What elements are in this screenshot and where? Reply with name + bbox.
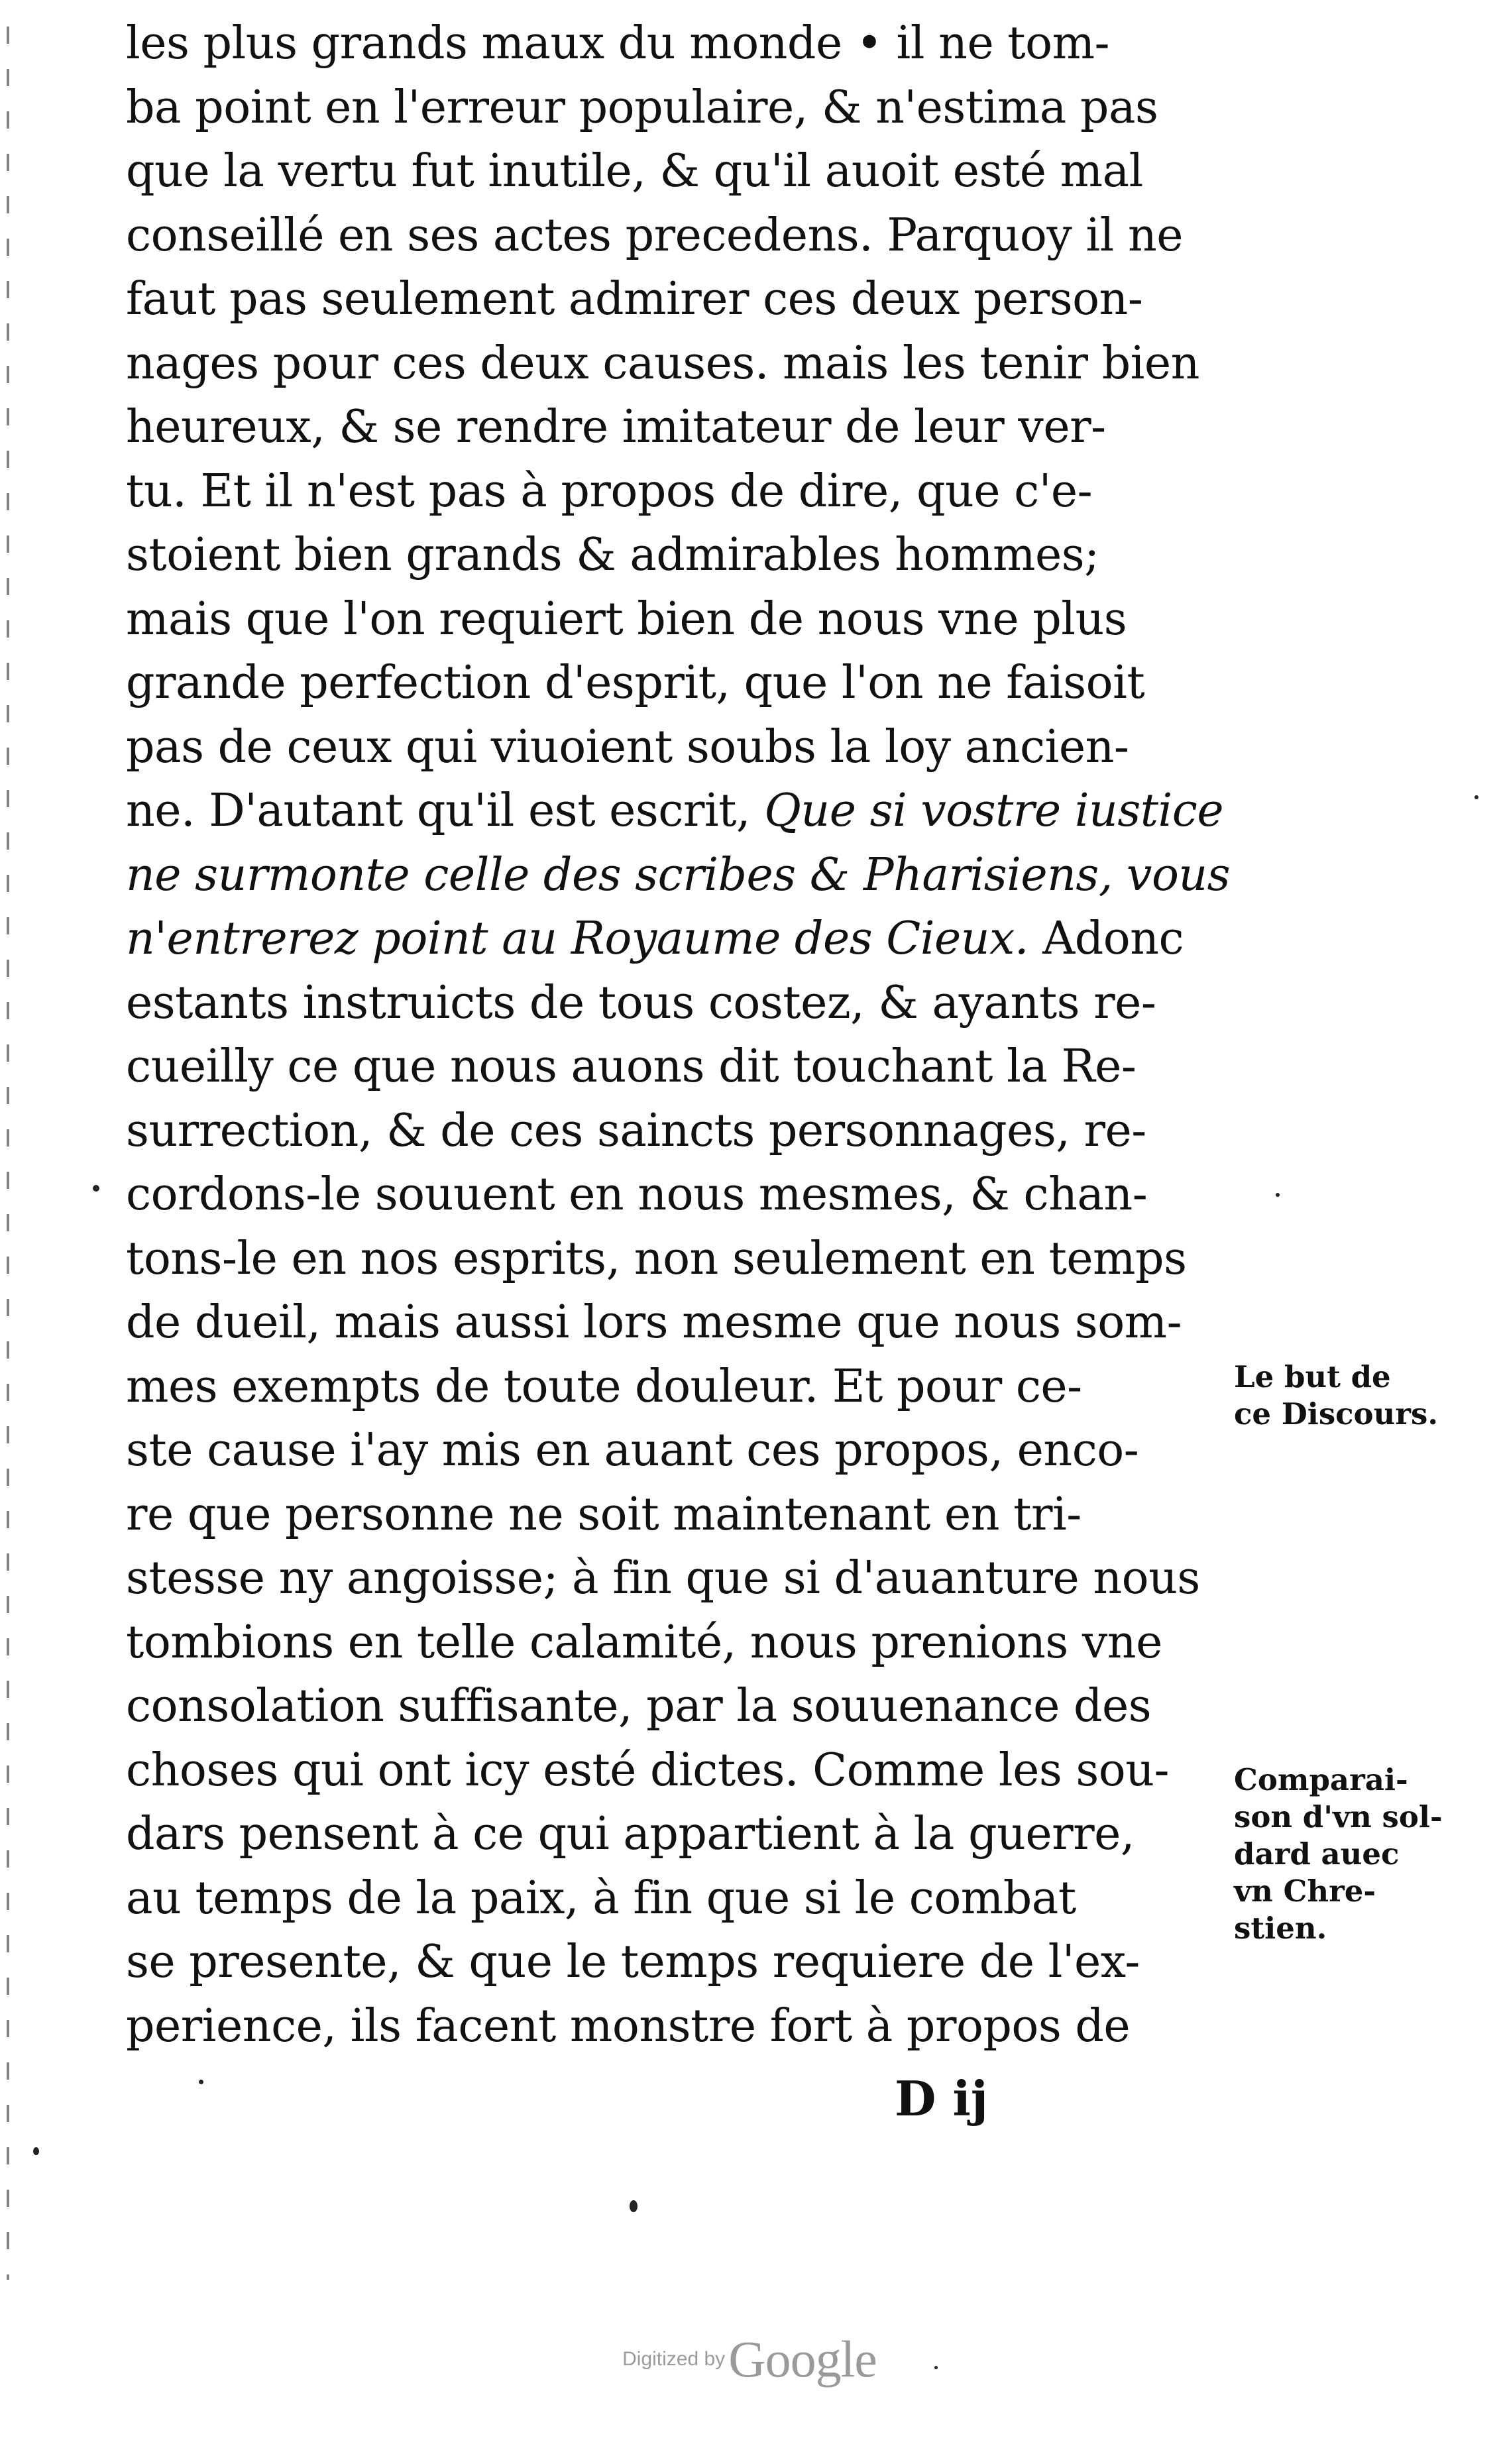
- text-segment: cordons-le souuent en nous mesmes, & chan-: [126, 1168, 1148, 1221]
- margin-note-line: son d'vn sol-: [1234, 1799, 1443, 1834]
- ink-speck: [1474, 795, 1478, 799]
- text-line: [126, 1739, 1226, 1803]
- text-line: [126, 1483, 1226, 1547]
- text-segment: au temps de la paix, à fin que si le combat: [126, 1872, 1076, 1925]
- text-line: [126, 907, 1226, 972]
- italic-quotation: Que si vostre iustice: [764, 785, 1224, 837]
- text-segment: surrection, & de ces saincts personnages, re-: [126, 1104, 1146, 1157]
- margin-note-line: Le but de: [1234, 1359, 1391, 1394]
- text-line: [126, 716, 1226, 780]
- text-segment: tombions en telle calamité, nous prenions vne: [126, 1616, 1162, 1669]
- text-line: [126, 76, 1226, 140]
- text-segment: les plus grands maux du monde • il ne tom-: [126, 17, 1110, 70]
- text-segment: pas de ceux qui viuoient soubs la loy ancien-: [126, 720, 1129, 773]
- italic-quotation: n'entrerez point au Royaume des Cieux.: [126, 913, 1028, 965]
- text-line: [126, 1099, 1226, 1164]
- signature-mark: D ij: [895, 2070, 988, 2127]
- text-line: [126, 1227, 1226, 1292]
- text-segment: que la vertu fut inutile, & qu'il auoit esté mal: [126, 145, 1143, 197]
- text-line: [126, 1419, 1226, 1483]
- text-line: [126, 651, 1226, 716]
- text-line: [126, 524, 1226, 588]
- ink-speck: [93, 1185, 99, 1192]
- text-line: [126, 972, 1226, 1036]
- text-line: [126, 779, 1226, 844]
- text-segment: grande perfection d'esprit, que l'on ne faisoit: [126, 657, 1145, 709]
- text-segment: ne. D'autant qu'il est escrit,: [126, 785, 765, 837]
- text-line: [126, 588, 1226, 652]
- ink-speck: [199, 2080, 203, 2084]
- text-line: [126, 1931, 1226, 1995]
- text-line: [126, 460, 1226, 524]
- text-line: [126, 1547, 1226, 1611]
- text-line: [126, 1355, 1226, 1420]
- margin-note-line: stien.: [1234, 1911, 1327, 1946]
- text-line: [126, 1035, 1226, 1099]
- text-line: [126, 1867, 1226, 1931]
- margin-note-line: Comparai-: [1234, 1762, 1408, 1797]
- margin-note-line: ce Discours.: [1234, 1396, 1438, 1431]
- text-segment: tons-le en nos esprits, non seulement en temps: [126, 1232, 1187, 1285]
- text-segment: stesse ny angoisse; à fin que si d'auanture nous: [126, 1552, 1200, 1604]
- text-line: [126, 1995, 1226, 2059]
- margin-note-line: vn Chre-: [1234, 1874, 1376, 1909]
- text-segment: mais que l'on requiert bien de nous vne plus: [126, 592, 1127, 645]
- text-line: [126, 1611, 1226, 1675]
- text-line: [126, 1291, 1226, 1355]
- ink-speck: [934, 2366, 938, 2369]
- text-segment: dars pensent à ce qui appartient à la guerre,: [126, 1808, 1135, 1860]
- text-line: [126, 844, 1231, 908]
- text-segment: ste cause i'ay mis en auant ces propos, enco-: [126, 1424, 1139, 1477]
- text-segment: re que personne ne soit maintenant en tri-: [126, 1488, 1082, 1541]
- italic-quotation: ne surmonte celle des scribes & Pharisiens, vous: [126, 848, 1231, 901]
- text-line: [126, 12, 1226, 76]
- text-segment: se presente, & que le temps requiere de l'ex-: [126, 1936, 1140, 1988]
- text-segment: Adonc: [1028, 913, 1184, 965]
- text-line: [126, 1803, 1226, 1867]
- text-segment: nages pour ces deux causes. mais les tenir bien: [126, 337, 1199, 390]
- digitized-watermark: [0, 2329, 1499, 2389]
- text-segment: tu. Et il n'est pas à propos de dire, que c'e-: [126, 465, 1093, 518]
- text-line: [126, 1163, 1226, 1227]
- text-segment: estants instruicts de tous costez, & ayants re-: [126, 976, 1156, 1029]
- text-line: [126, 332, 1226, 396]
- text-line: [126, 204, 1226, 268]
- text-line: [126, 268, 1226, 332]
- text-segment: cueilly ce que nous auons dit touchant la Re-: [126, 1040, 1137, 1093]
- digitized-prefix: Digitized by: [622, 2348, 726, 2370]
- ink-speck: [630, 2200, 638, 2212]
- text-line: [126, 396, 1226, 460]
- text-segment: choses qui ont icy esté dictes. Comme les sou-: [126, 1744, 1169, 1797]
- text-segment: consolation suffisante, par la souuenance des: [126, 1680, 1152, 1732]
- text-line: [126, 1675, 1226, 1739]
- page-left-edge-shadow: [7, 27, 9, 2280]
- ink-speck: [1276, 1193, 1280, 1197]
- margin-note-but-du-discours: [1234, 1359, 1438, 1433]
- text-segment: de dueil, mais aussi lors mesme que nous som-: [126, 1296, 1182, 1349]
- text-segment: ba point en l'erreur populaire, & n'estima pas: [126, 81, 1158, 134]
- main-text-block: [126, 12, 1231, 2058]
- google-watermark-logo: Google: [728, 2330, 877, 2388]
- margin-note-comparaison: [1234, 1762, 1443, 1947]
- text-segment: mes exempts de toute douleur. Et pour ce-: [126, 1360, 1082, 1413]
- text-segment: stoient bien grands & admirables hommes;: [126, 529, 1099, 581]
- text-segment: faut pas seulement admirer ces deux person-: [126, 273, 1143, 325]
- text-segment: perience, ils facent monstre fort à propos de: [126, 1999, 1131, 2052]
- margin-note-line: dard auec: [1234, 1836, 1400, 1872]
- text-segment: heureux, & se rendre imitateur de leur ver-: [126, 401, 1106, 453]
- text-line: [126, 140, 1226, 204]
- ink-speck: [33, 2147, 39, 2155]
- text-segment: conseillé en ses actes precedens. Parquoy il ne: [126, 209, 1184, 262]
